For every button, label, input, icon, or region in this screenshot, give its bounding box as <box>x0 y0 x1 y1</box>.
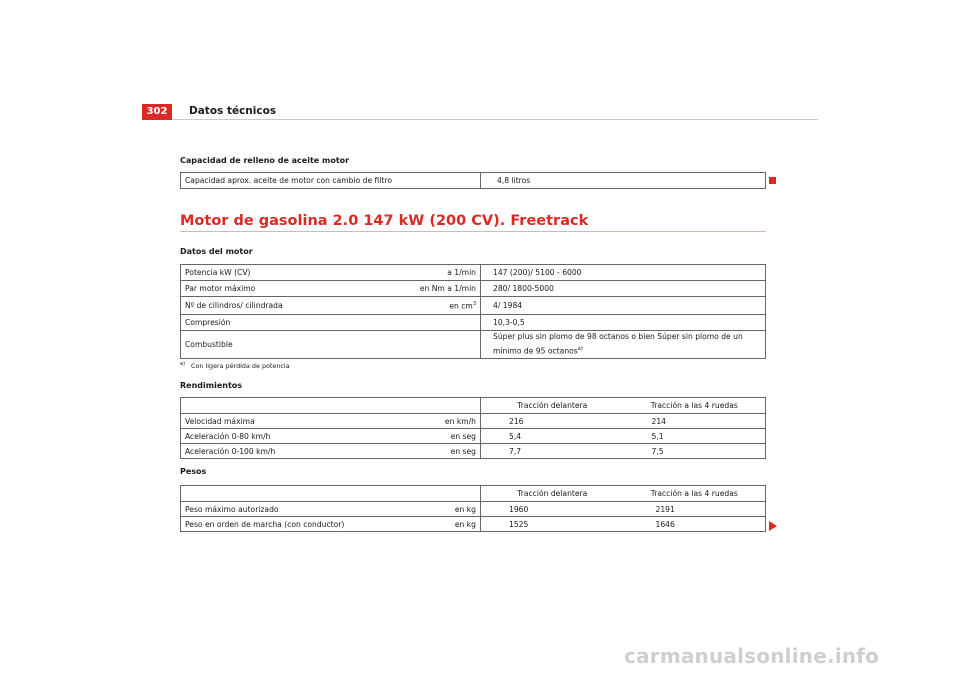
column-header-awd: Tracción a las 4 ruedas <box>624 398 766 414</box>
table-row <box>181 414 766 429</box>
performance-table <box>180 397 766 459</box>
oil-label: Capacidad aprox. aceite de motor con cambio de filtro <box>181 173 481 189</box>
row-label: Combustible <box>185 339 233 349</box>
row-unit: a 1/min <box>447 268 476 277</box>
page-header <box>142 104 818 120</box>
oil-table <box>180 172 766 189</box>
row-unit: en seg <box>450 446 476 456</box>
value-front: 216 <box>481 414 624 429</box>
row-label: Aceleración 0-100 km/h <box>185 446 276 456</box>
table-row <box>181 517 766 532</box>
watermark: carmanualsonline.info <box>624 644 880 668</box>
row-label: Peso máximo autorizado <box>185 504 279 514</box>
row-unit-superscript: 3 <box>472 300 476 307</box>
value-front: 1525 <box>481 517 624 532</box>
row-label: Compresión <box>185 318 231 327</box>
table-row <box>181 265 766 281</box>
weights-table <box>180 485 766 532</box>
row-label: Nº de cilindros/ cilindrada <box>185 301 283 310</box>
table-row <box>181 315 766 331</box>
column-header-front: Tracción delantera <box>481 398 624 414</box>
column-header-front: Tracción delantera <box>481 486 624 502</box>
row-label: Peso en orden de marcha (con conductor) <box>185 519 345 529</box>
footnote-reference: a) <box>577 346 583 352</box>
row-unit: en kg <box>454 519 476 529</box>
table-row <box>181 502 766 517</box>
column-header-awd: Tracción a las 4 ruedas <box>624 486 766 502</box>
table-row <box>181 429 766 444</box>
engine-table <box>180 264 766 359</box>
value-awd: 214 <box>624 414 766 429</box>
row-label: Potencia kW (CV) <box>185 268 251 277</box>
table-row <box>181 331 766 359</box>
row-unit: en kg <box>454 504 476 514</box>
footnote-text: Con ligera pérdida de potencia <box>191 362 290 371</box>
value-front: 5,4 <box>481 429 624 444</box>
table-row <box>181 444 766 459</box>
row-value: 4/ 1984 <box>481 297 766 315</box>
footnote <box>180 361 290 370</box>
row-label: Velocidad máxima <box>185 416 255 426</box>
engine-heading: Datos del motor <box>180 247 253 256</box>
weights-heading: Pesos <box>180 467 207 476</box>
section-title: Datos técnicos <box>189 105 277 117</box>
oil-value: 4,8 litros <box>481 173 766 189</box>
row-value: 10,3-0,5 <box>481 315 766 331</box>
row-unit: en seg <box>450 431 476 441</box>
value-awd: 2191 <box>624 502 766 517</box>
table-header-row <box>181 398 766 414</box>
row-unit: en cm <box>449 301 473 311</box>
row-label: Aceleración 0-80 km/h <box>185 431 271 441</box>
continue-arrow-icon <box>769 521 777 531</box>
fuel-value-line1: Súper plus sin plomo de 98 octanos o bien Súper sin plomo de un <box>493 332 743 341</box>
row-unit: en Nm a 1/min <box>419 284 476 293</box>
value-awd: 5,1 <box>624 429 766 444</box>
row-label: Par motor máximo <box>185 284 256 293</box>
footnote-mark: a) <box>180 361 186 367</box>
table-row <box>181 281 766 297</box>
row-value: 147 (200)/ 5100 - 6000 <box>481 265 766 281</box>
page-number: 302 <box>142 104 172 120</box>
value-awd: 7,5 <box>624 444 766 459</box>
section-end-marker <box>769 177 776 184</box>
table-row <box>181 173 766 189</box>
row-value: 280/ 1800-5000 <box>481 281 766 297</box>
table-header-row <box>181 486 766 502</box>
performance-heading: Rendimientos <box>180 381 243 390</box>
oil-heading: Capacidad de relleno de aceite motor <box>180 156 350 165</box>
value-front: 1960 <box>481 502 624 517</box>
value-front: 7,7 <box>481 444 624 459</box>
value-awd: 1646 <box>624 517 766 532</box>
engine-title: Motor de gasolina 2.0 147 kW (200 CV). Freetrack <box>180 213 766 232</box>
fuel-value-line2: mínimo de 95 octanos <box>493 346 578 356</box>
row-unit: en km/h <box>444 416 476 426</box>
table-row <box>181 297 766 315</box>
